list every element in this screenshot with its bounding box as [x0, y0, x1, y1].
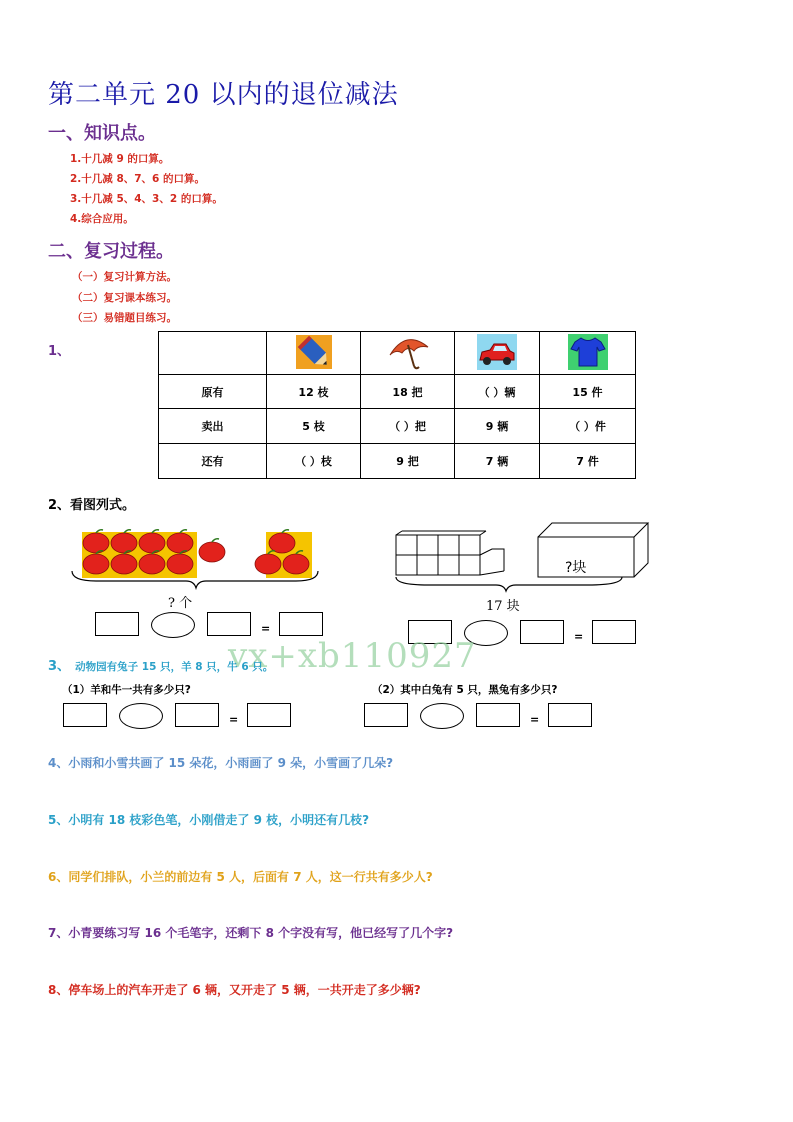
table-cell: （ ）把 — [361, 409, 455, 444]
pencil-icon — [267, 332, 361, 375]
table-cell: （ ）辆 — [455, 375, 540, 409]
operator-oval[interactable] — [151, 612, 195, 638]
watermark: vx+xb110927 — [228, 636, 477, 676]
row-label: 原有 — [159, 375, 267, 409]
question-2-text — [48, 494, 135, 513]
table-cell: 9 辆 — [455, 409, 540, 444]
question-3-sub-2: （2）其中白兔有 5 只，黑兔有多少只? — [372, 684, 558, 696]
question-4: 4、小雨和小雪共画了 15 朵花，小雨画了 9 朵，小雪画了几朵? — [48, 756, 394, 770]
apple-leaf-icon — [212, 539, 219, 542]
table-cell: 7 辆 — [455, 444, 540, 479]
answer-box[interactable] — [279, 612, 323, 636]
cubes-figure — [388, 521, 658, 601]
answer-box[interactable] — [364, 703, 408, 727]
page-title: 第二单元 20 以内的退位减法 — [48, 80, 399, 110]
equals-sign: = — [261, 622, 271, 635]
row-label: 还有 — [159, 444, 267, 479]
operator-oval[interactable] — [420, 703, 464, 729]
question-6: 6、同学们排队，小兰的前边有 5 人，后面有 7 人，这一行共有多少人? — [48, 870, 433, 884]
apple-icon — [111, 533, 137, 553]
answer-box[interactable] — [548, 703, 592, 727]
section-heading-knowledge: 一、知识点。 — [48, 123, 156, 144]
question-8: 8、停车场上的汽车开走了 6 辆，又开走了 5 辆，一共开走了多少辆? — [48, 983, 421, 997]
table-cell: 12 枝 — [267, 375, 361, 409]
car-icon — [455, 332, 540, 375]
review-item: （三）易错题目练习。 — [72, 312, 177, 324]
apples-caption: ? 个 — [168, 596, 193, 611]
table-cell: 15 件 — [540, 375, 636, 409]
knowledge-item: 3.十几减 5、4、3、2 的口算。 — [70, 193, 223, 205]
review-item: （一）复习计算方法。 — [72, 271, 177, 283]
table-cell: （ ）件 — [540, 409, 636, 444]
row-label: 卖出 — [159, 409, 267, 444]
shirt-icon — [540, 332, 636, 375]
question-5: 5、小明有 18 枝彩色笔，小刚借走了 9 枝，小明还有几枝? — [48, 813, 370, 827]
block-count-label: ?块 — [565, 560, 587, 576]
answer-box[interactable] — [207, 612, 251, 636]
equals-sign: = — [574, 630, 584, 643]
question-7: 7、小青要练习写 16 个毛笔字，还剩下 8 个字没有写，他已经写了几个字? — [48, 926, 454, 940]
apple-icon — [199, 542, 225, 562]
table-cell: 9 把 — [361, 444, 455, 479]
operator-oval[interactable] — [119, 703, 163, 729]
table-cell: 18 把 — [361, 375, 455, 409]
umbrella-icon — [361, 332, 455, 375]
table-cell: （ ）枝 — [267, 444, 361, 479]
apple-icon — [269, 533, 295, 553]
answer-box[interactable] — [476, 703, 520, 727]
apples-figure — [66, 528, 326, 596]
knowledge-item: 1.十几减 9 的口算。 — [70, 153, 170, 165]
question-2-label: 2、看图列式。 — [48, 498, 136, 513]
answer-box[interactable] — [95, 612, 139, 636]
knowledge-item: 4.综合应用。 — [70, 213, 134, 225]
apple-icon — [111, 554, 137, 574]
apple-icon — [139, 554, 165, 574]
apple-icon — [255, 554, 281, 574]
question-1-number: 1、 — [48, 344, 71, 359]
review-item: （二）复习课本练习。 — [72, 292, 177, 304]
apple-icon — [167, 554, 193, 574]
goods-table — [158, 331, 636, 479]
answer-box[interactable] — [520, 620, 564, 644]
question-3-text: 动物园有兔子 15 只，羊 8 只，牛 6 只。 — [75, 661, 274, 673]
table-cell: 5 枝 — [267, 409, 361, 444]
answer-box[interactable] — [592, 620, 636, 644]
apple-icon — [283, 554, 309, 574]
cubes-caption: 17 块 — [486, 599, 520, 614]
apple-icon — [167, 533, 193, 553]
apple-icon — [139, 533, 165, 553]
question-3-number: 3、 — [48, 659, 71, 674]
answer-box[interactable] — [63, 703, 107, 727]
apple-icon — [83, 554, 109, 574]
equals-sign: = — [229, 713, 239, 726]
answer-box[interactable] — [247, 703, 291, 727]
section-heading-review: 二、复习过程。 — [48, 241, 174, 262]
table-corner — [159, 332, 267, 375]
table-cell: 7 件 — [540, 444, 636, 479]
equals-sign: = — [530, 713, 540, 726]
apple-icon — [83, 533, 109, 553]
question-3-sub-1: （1）羊和牛一共有多少只? — [62, 684, 191, 696]
question-3 — [48, 655, 273, 674]
answer-box[interactable] — [175, 703, 219, 727]
knowledge-item: 2.十几减 8、7、6 的口算。 — [70, 173, 206, 185]
